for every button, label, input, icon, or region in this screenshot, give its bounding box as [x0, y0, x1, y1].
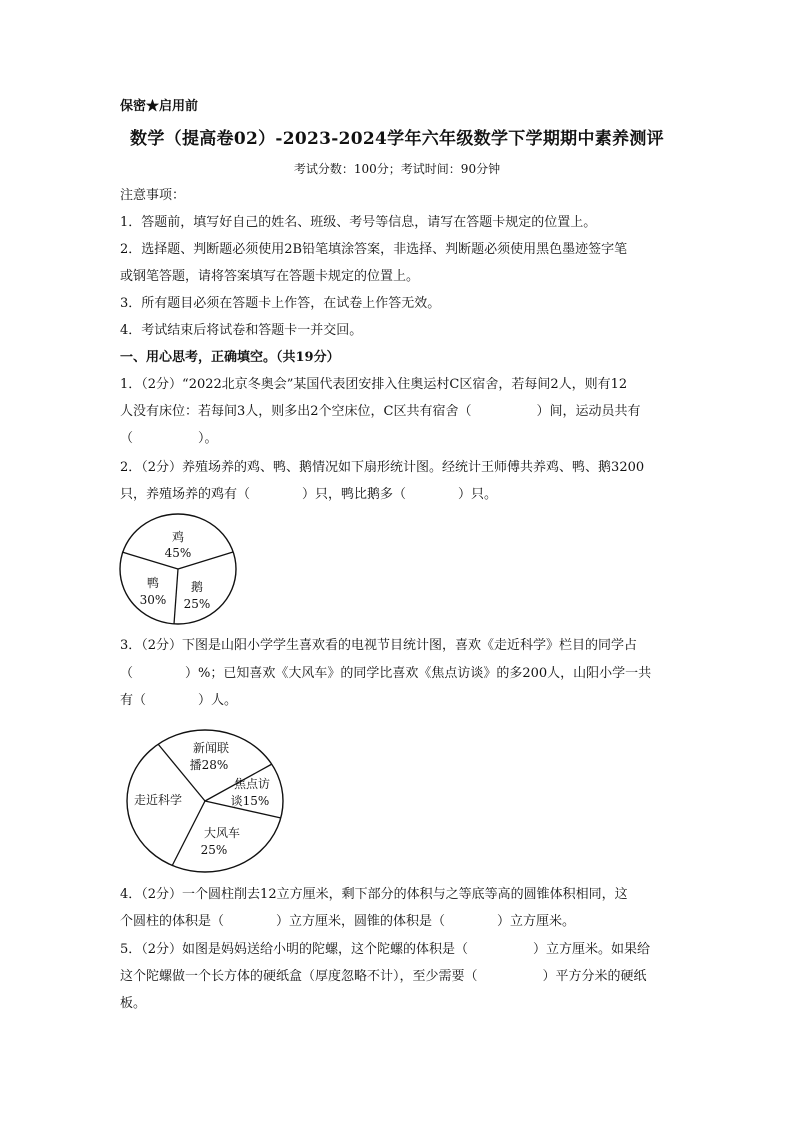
note-item-3: 3．所有题目必须在答题卡上作答，在试卷上作答无效。 [120, 296, 441, 311]
question-5-line-2: 这个陀螺做一个长方体的硬纸盒（厚度忽略不计），至少需要（ ）平方分米的硬纸 [120, 969, 647, 984]
slice-label-goose: 鹅 [190, 580, 204, 594]
question-4-line-1: 4．（2分）一个圆柱削去12立方厘米，剩下部分的体积与之等底等高的圆锥体积相同，这 [120, 887, 628, 902]
question-3-line-3: 有（ ）人。 [120, 693, 238, 708]
slice-value-focus: 谈15% [230, 794, 270, 808]
slice-label-duck: 鸭 [146, 576, 160, 590]
question-5-line-1: 5．（2分）如图是妈妈送给小明的陀螺，这个陀螺的体积是（ ）立方厘米。如果给 [120, 942, 651, 957]
poultry-pie-divider [174, 569, 178, 624]
tv-program-pie-chart [125, 728, 285, 874]
note-item-2: 2．选择题、判断题必须使用2B铅笔填涂答案，非选择、判断题必须使用黑色墨迹签字笔 [120, 242, 628, 257]
slice-label-chicken: 鸡 [171, 530, 185, 544]
note-item-4: 4．考试结束后将试卷和答题卡一并交回。 [120, 323, 363, 338]
notes-heading: 注意事项： [120, 188, 186, 203]
slice-value-duck: 30% [139, 593, 167, 607]
slice-label-focus: 焦点访 [233, 777, 271, 791]
question-2-line-1: 2．（2分）养殖场养的鸡、鸭、鹅情况如下扇形统计图。经统计王师傅共养鸡、鸭、鹅3200 [120, 460, 645, 475]
question-1-line-2: 人没有床位：若每间3人，则多出2个空床位，C区共有宿舍（ ）间，运动员共有 [120, 404, 641, 419]
exam-info: 考试分数：100分；考试时间：90分钟 [293, 162, 501, 176]
note-item-2-cont: 或钢笔答题，请将答案填写在答题卡规定的位置上。 [120, 269, 420, 284]
question-3-line-2: （ ）%；已知喜欢《大风车》的同学比喜欢《焦点访谈》的多200人，山阳小学一共 [120, 666, 652, 681]
poultry-pie-chart [118, 512, 240, 626]
question-1-line-1: 1．（2分）“2022北京冬奥会”某国代表团安排入住奥运村C区宿舍，若每间2人，则有12 [120, 377, 628, 392]
slice-value-windmill: 25% [200, 843, 228, 857]
note-item-1: 1．答题前，填写好自己的姓名、班级、考号等信息，请写在答题卡规定的位置上。 [120, 215, 597, 230]
slice-value-goose: 25% [183, 597, 211, 611]
slice-label-news: 新闻联 [192, 741, 230, 755]
question-2-line-2: 只，养殖场养的鸡有（ ）只，鸭比鹅多（ ）只。 [120, 487, 498, 502]
page-title: 数学（提高卷02）-2023-2024学年六年级数学下学期期中素养测评 [130, 129, 664, 149]
question-5-line-3: 板。 [120, 996, 147, 1011]
slice-label-science: 走近科学 [133, 793, 183, 807]
question-1-line-3: （ ）。 [120, 431, 218, 446]
confidential-mark: 保密★启用前 [120, 99, 199, 114]
slice-label-windmill: 大风车 [203, 826, 241, 840]
slice-value-chicken: 45% [164, 546, 192, 560]
slice-value-news: 播28% [189, 758, 229, 772]
question-4-line-2: 个圆柱的体积是（ ）立方厘米，圆锥的体积是（ ）立方厘米。 [120, 914, 576, 929]
section-heading: 一、用心思考，正确填空。（共19分） [120, 350, 340, 365]
question-3-line-1: 3．（2分）下图是山阳小学学生喜欢看的电视节目统计图，喜欢《走近科学》栏目的同学占 [120, 638, 638, 653]
